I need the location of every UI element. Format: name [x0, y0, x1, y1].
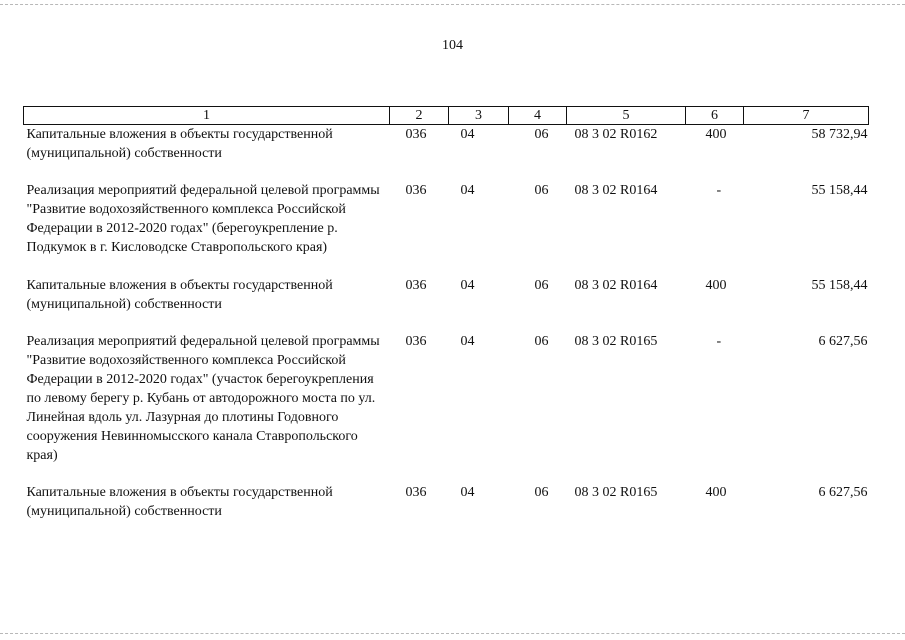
ministry-code: 036	[405, 127, 427, 142]
budget-table	[23, 106, 869, 521]
target-article-code: 08 3 02 R0165	[574, 334, 658, 349]
subsection-code: 06	[534, 485, 549, 500]
ministry-code: 036	[405, 278, 427, 293]
row-spacer	[24, 314, 869, 332]
row-spacer	[24, 465, 869, 483]
subsection-code: 06	[534, 278, 549, 293]
expense-type-code: 400	[705, 127, 727, 142]
header-col-4: 4	[509, 107, 567, 125]
table-row	[24, 276, 869, 314]
scan-bottom-edge	[0, 633, 905, 634]
page-number: 104	[442, 38, 463, 53]
amount: 55 158,44	[811, 183, 868, 198]
table-row	[24, 125, 869, 164]
item-name: Реализация мероприятий федеральной целевой программы "Развитие водохозяйственного комплекса Российской Федерации в 2012-2020 годах" (участок берегоукрепления по левому берегу р. Кубань от автодорожного моста по ул. Линейная вдоль ул. Лазурная до плотины Годовного сооружения Невинномысского канала Ставропольского края)	[26, 334, 380, 463]
ministry-code: 036	[405, 334, 427, 349]
subsection-code: 06	[534, 334, 549, 349]
item-name: Капитальные вложения в объекты государственной (муниципальной) собственности	[26, 127, 333, 161]
section-code: 04	[460, 183, 475, 198]
scan-top-edge	[0, 4, 905, 5]
header-col-3: 3	[449, 107, 509, 125]
table-row	[24, 483, 869, 521]
item-name: Реализация мероприятий федеральной целевой программы "Развитие водохозяйственного комплекса Российской Федерации в 2012-2020 годах" (берегоукрепление р. Подкумок в г. Кисловодске Ставропольского края)	[26, 183, 380, 255]
header-col-7: 7	[744, 107, 869, 125]
item-name: Капитальные вложения в объекты государственной (муниципальной) собственности	[26, 278, 333, 312]
ministry-code: 036	[405, 485, 427, 500]
table-row	[24, 181, 869, 276]
section-code: 04	[460, 334, 475, 349]
item-name: Капитальные вложения в объекты государственной (муниципальной) собственности	[26, 485, 333, 519]
amount: 6 627,56	[818, 334, 868, 349]
header-col-6: 6	[686, 107, 744, 125]
target-article-code: 08 3 02 R0162	[574, 127, 658, 142]
table-row	[24, 332, 869, 465]
section-code: 04	[460, 278, 475, 293]
target-article-code: 08 3 02 R0164	[574, 183, 658, 198]
header-col-1: 1	[24, 107, 390, 125]
header-col-5: 5	[567, 107, 686, 125]
amount: 55 158,44	[811, 278, 868, 293]
subsection-code: 06	[534, 127, 549, 142]
section-code: 04	[460, 127, 475, 142]
subsection-code: 06	[534, 183, 549, 198]
header-row	[24, 107, 869, 125]
amount: 58 732,94	[811, 127, 868, 142]
target-article-code: 08 3 02 R0165	[574, 485, 658, 500]
header-col-2: 2	[390, 107, 449, 125]
expense-type-code: 400	[705, 485, 727, 500]
expense-type-code: -	[716, 334, 722, 349]
row-spacer	[24, 163, 869, 181]
amount: 6 627,56	[818, 485, 868, 500]
target-article-code: 08 3 02 R0164	[574, 278, 658, 293]
section-code: 04	[460, 485, 475, 500]
ministry-code: 036	[405, 183, 427, 198]
expense-type-code: -	[716, 183, 722, 198]
expense-type-code: 400	[705, 278, 727, 293]
